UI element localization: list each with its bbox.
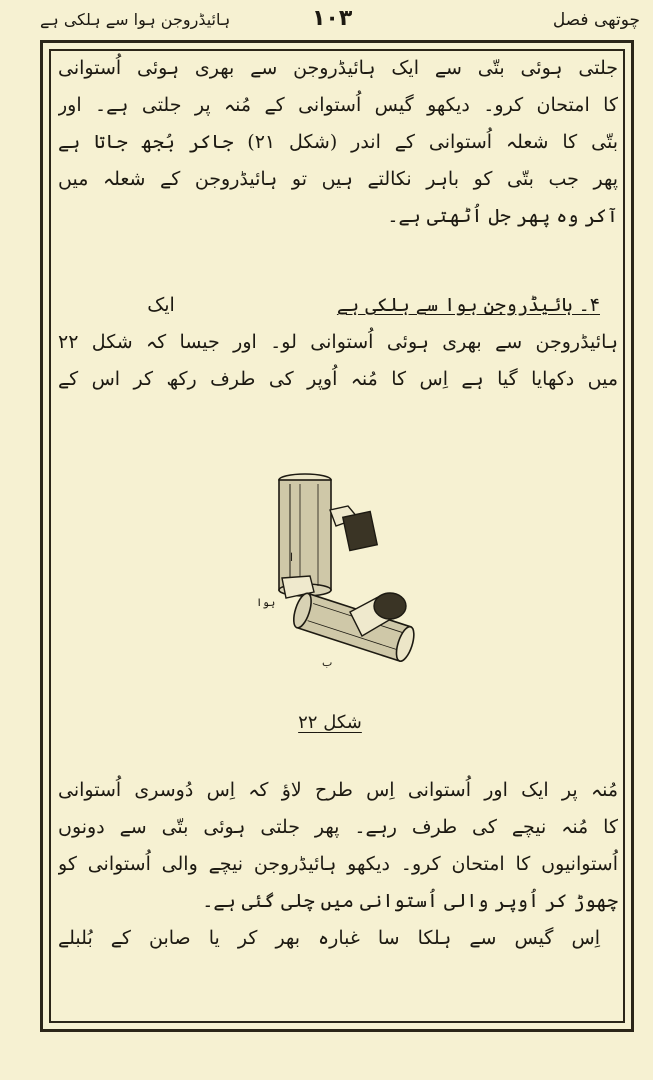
- text-line: کا امتحان کرو۔ دیکھو گیس اُستوانی کے مُنہ پر جلتی ہے۔ اور: [58, 94, 618, 116]
- paragraph-2: [58, 772, 618, 957]
- figure-22: [230, 466, 430, 676]
- text-line: میں دکھایا گیا ہے اِس کا مُنہ اُوپر کی طرف رکھ کر اس کے: [58, 368, 618, 390]
- text-line: کا مُنہ نیچے کی طرف رہے۔ پھر جلتی ہوئی بتّی سے دونوں: [58, 816, 618, 838]
- text-line: مُنہ پر ایک اور اُستوانی اِس طرح لاؤ کہ اِس دُوسری اُستوانی: [58, 779, 618, 801]
- text-line: چھوڑ کر اُوپر والی اُستوانی میں چلی گئی ہے۔: [202, 890, 618, 912]
- section-heading: ۴۔ ہائیڈروجن ہوا سے ہلکی ہے: [336, 294, 600, 316]
- label-b: ب: [322, 656, 333, 669]
- text-line: ہائیڈروجن سے بھری ہوئی اُستوانی لو۔ اور جیسا کہ شکل ۲۲: [58, 331, 618, 353]
- running-header: [40, 4, 640, 38]
- text-line: پھر جب بتّی کو باہر نکالتے ہیں تو ہائیڈروجن کے شعلہ میں: [58, 168, 618, 190]
- text-line: اُستوانیوں کا امتحان کرو۔ دیکھو ہائیڈروجن نیچے والی اُستوانی کو: [58, 853, 618, 875]
- label-a: ا: [290, 551, 294, 564]
- section-heading-tail: ایک: [147, 294, 175, 316]
- text-line: جلتی ہوئی بتّی سے ایک ہائیڈروجن سے بھری ہوئی اُستوانی: [58, 57, 618, 79]
- cylinders-illustration: [230, 466, 430, 676]
- chapter-title: چوتھی فصل: [552, 10, 640, 30]
- figure-caption: شکل ۲۲: [298, 712, 362, 733]
- label-air: ہوا: [256, 596, 276, 609]
- upper-hand: [330, 506, 377, 551]
- text-line: بتّی کا شعلہ اُستوانی کے اندر (شکل ۲۱) جاکر بُجھ جاتا ہے: [58, 131, 618, 153]
- running-title: ہائیڈروجن ہوا سے ہلکی ہے: [40, 10, 231, 29]
- page-number: ۱۰۳: [312, 6, 353, 31]
- text-line: آکر وہ پھر جل اُٹھتی ہے۔: [387, 205, 618, 227]
- paragraph-1: [58, 50, 618, 235]
- text-line: اِس گیس سے ہلکا سا غبارہ بھر کر یا صابن کے بُلبلے: [58, 927, 600, 949]
- section-4: [58, 287, 618, 398]
- section-heading-line: [58, 287, 618, 324]
